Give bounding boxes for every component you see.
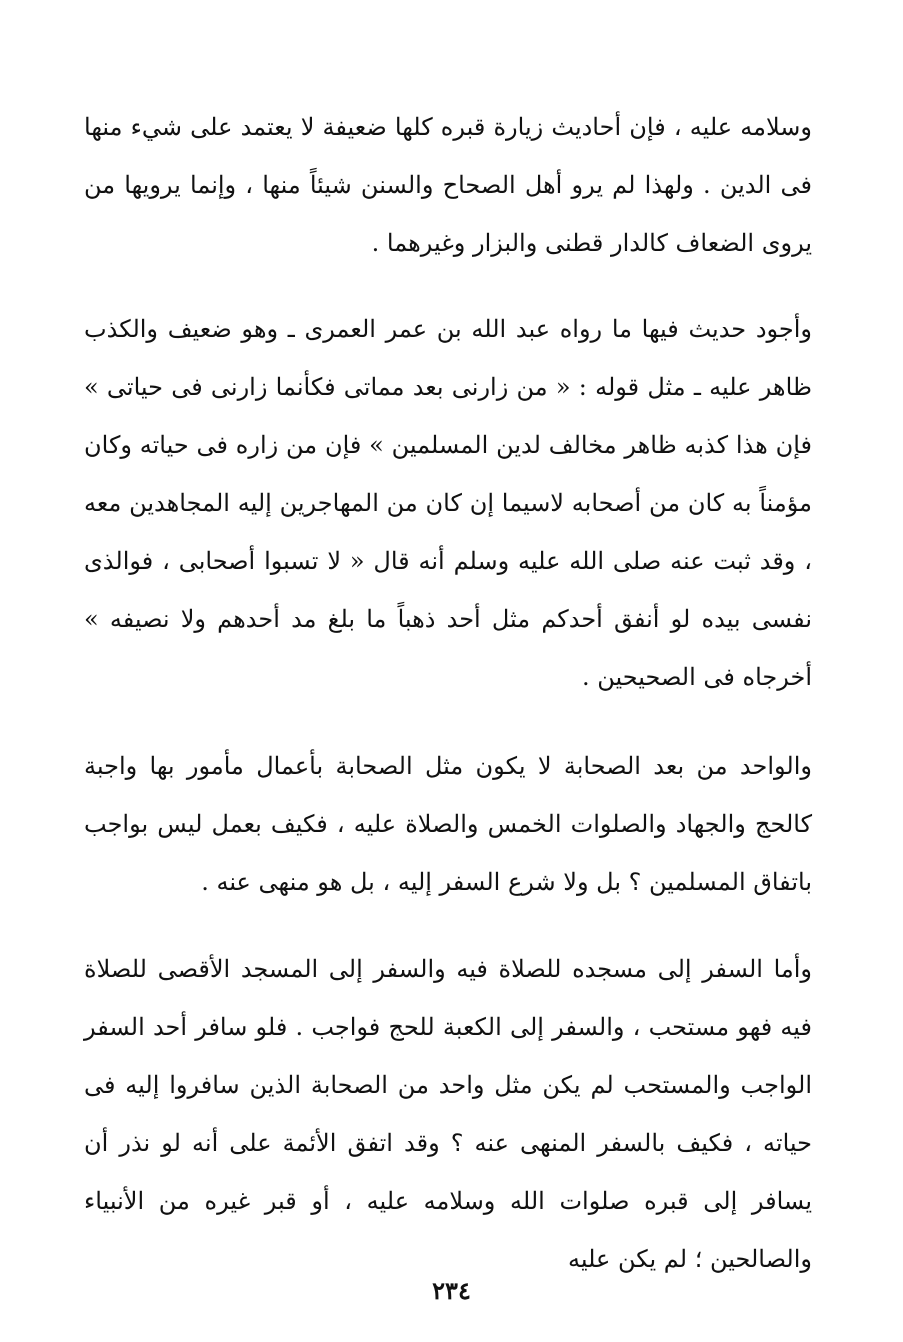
page-number: ٢٣٤ — [432, 1276, 471, 1305]
paragraph-2 — [84, 300, 812, 706]
paragraph-4-text: وأما السفر إلى مسجده للصلاة فيه والسفر إلى المسجد الأقصى للصلاة فيه فهو مستحب ، والسفر إلى الكعبة للحج فواجب . فلو سافر أحد السفر الواجب والمستحب لم يكن مثل واحد من الصحابة الذين سافروا إليه فى حياته ، فكيف بالسفر المنهى عنه ؟ وقد اتفق الأئمة على أنه لو نذر أن يسافر إلى قبره صلوات الله وسلامه عليه ، أو قبر غيره من الأنبياء والصالحين ؛ لم يكن عليه — [84, 955, 812, 1273]
paragraph-1 — [84, 98, 812, 272]
paragraph-4 — [84, 940, 812, 1288]
paragraph-2-text: وأجود حديث فيها ما رواه عبد الله بن عمر العمرى ـ وهو ضعيف والكذب ظاهر عليه ـ مثل قوله : « من زارنى بعد مماتى فكأنما زارنى فى حياتى » فإن هذا كذبه ظاهر مخالف لدين المسلمين » فإن من زاره فى حياته وكان مؤمناً به كان من أصحابه لاسيما إن كان من المهاجرين إليه المجاهدين معه ، وقد ثبت عنه صلى الله عليه وسلم أنه قال « لا تسبوا أصحابى ، فوالذى نفسى بيده لو أنفق أحدكم مثل أحد ذهباً ما بلغ مد أحدهم ولا نصيفه » أخرجاه فى الصحيحين . — [84, 315, 813, 691]
paragraph-1-text: وسلامه عليه ، فإن أحاديث زيارة قبره كلها ضعيفة لا يعتمد على شيء منها فى الدين . ولهذا لم يرو أهل الصحاح والسنن شيئاً منها ، وإنما يرويها من يروى الضعاف كالدار قطنى والبزار وغيرهما . — [84, 113, 812, 257]
paragraph-3 — [84, 737, 812, 911]
paragraph-3-text: والواحد من بعد الصحابة لا يكون مثل الصحابة بأعمال مأمور بها واجبة كالحج والجهاد والصلوات الخمس والصلاة عليه ، فكيف بعمل ليس بواجب باتفاق المسلمين ؟ بل ولا شرع السفر إليه ، بل هو منهى عنه . — [84, 752, 812, 896]
